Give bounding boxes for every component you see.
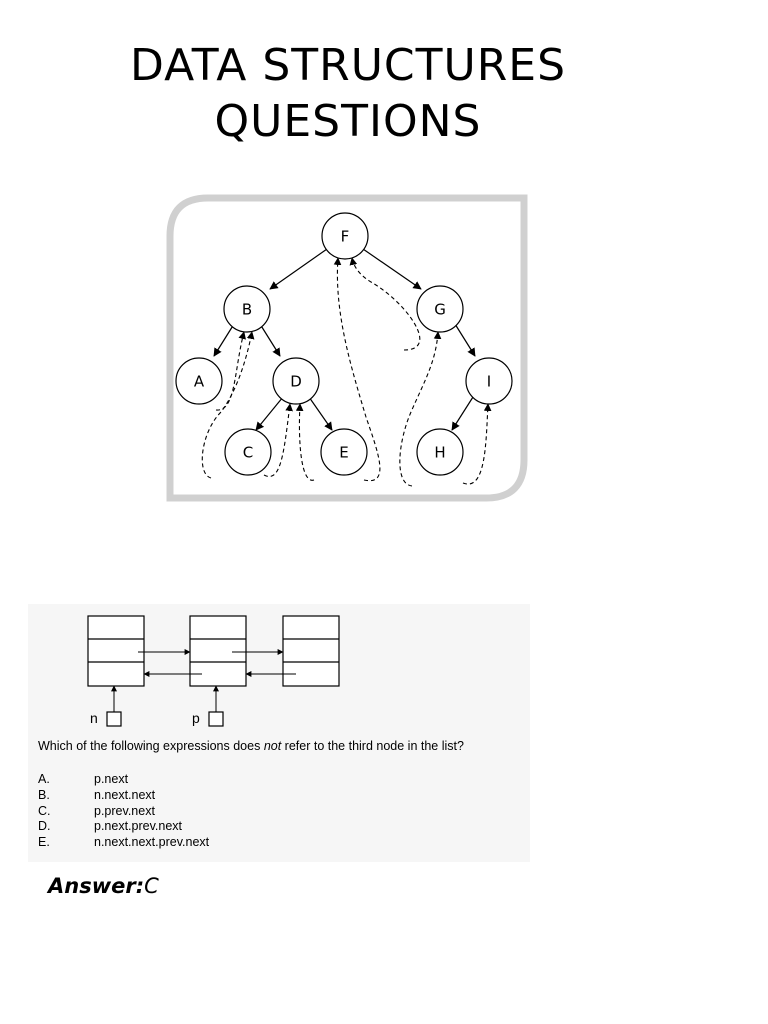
option-text: p.prev.next: [94, 803, 155, 818]
tree-node: [321, 429, 367, 475]
title-line-2: QUESTIONS: [214, 96, 482, 147]
option-item: [38, 804, 209, 820]
option-letter: A.: [38, 772, 50, 786]
option-item: [38, 835, 209, 851]
tree-node-label: F: [340, 227, 350, 246]
question-part-2: refer to the third node in the list?: [281, 739, 464, 753]
tree-node-label: E: [339, 443, 349, 462]
list-node-2: [190, 616, 246, 686]
tree-node: [176, 358, 222, 404]
option-text: p.next.prev.next: [94, 819, 183, 834]
option-item: [38, 788, 209, 804]
tree-traversal-diagram: [166, 192, 528, 502]
question-emphasis: not: [263, 739, 282, 753]
tree-node: [224, 286, 270, 332]
pointer-n-box: [107, 712, 121, 726]
option-letter: B.: [38, 787, 50, 802]
list-node-1: [88, 616, 144, 686]
tree-node-label: B: [241, 300, 253, 319]
pointer-p-label: p: [192, 710, 200, 726]
tree-node-label: I: [486, 372, 492, 391]
option-item: [38, 772, 209, 788]
tree-node-label: A: [193, 372, 205, 391]
tree-node: [417, 286, 463, 332]
answer-options: [38, 772, 209, 851]
option-item: [38, 819, 209, 835]
tree-node: [225, 429, 271, 475]
title-line-1: DATA STRUCTURES: [129, 40, 567, 91]
question-text: [38, 739, 464, 753]
list-node-3: [283, 616, 339, 686]
tree-node-label: C: [242, 443, 254, 462]
question-panel: [28, 604, 530, 862]
option-letter: C.: [38, 803, 51, 818]
tree-node: [417, 429, 463, 475]
option-letter: E.: [38, 835, 50, 850]
tree-svg: [166, 192, 528, 502]
tree-node-label: H: [434, 443, 446, 462]
tree-node-label: D: [290, 372, 302, 391]
tree-node: [273, 358, 319, 404]
option-text: p.next: [94, 772, 129, 786]
answer-line: [48, 874, 159, 898]
answer-value: C: [144, 874, 159, 898]
page-title: [0, 38, 696, 150]
question-part-1: Which of the following expressions does: [38, 739, 264, 753]
answer-label: Answer:: [48, 874, 145, 898]
pointer-p-box: [209, 712, 223, 726]
tree-node-label: G: [434, 300, 446, 319]
pointer-n-label: n: [90, 710, 98, 726]
linked-list-diagram: [28, 604, 530, 734]
tree-node: [466, 358, 512, 404]
tree-node: [322, 213, 368, 259]
option-letter: D.: [38, 819, 51, 834]
option-text: n.next.next.prev.next: [94, 835, 210, 850]
option-text: n.next.next: [94, 787, 156, 802]
